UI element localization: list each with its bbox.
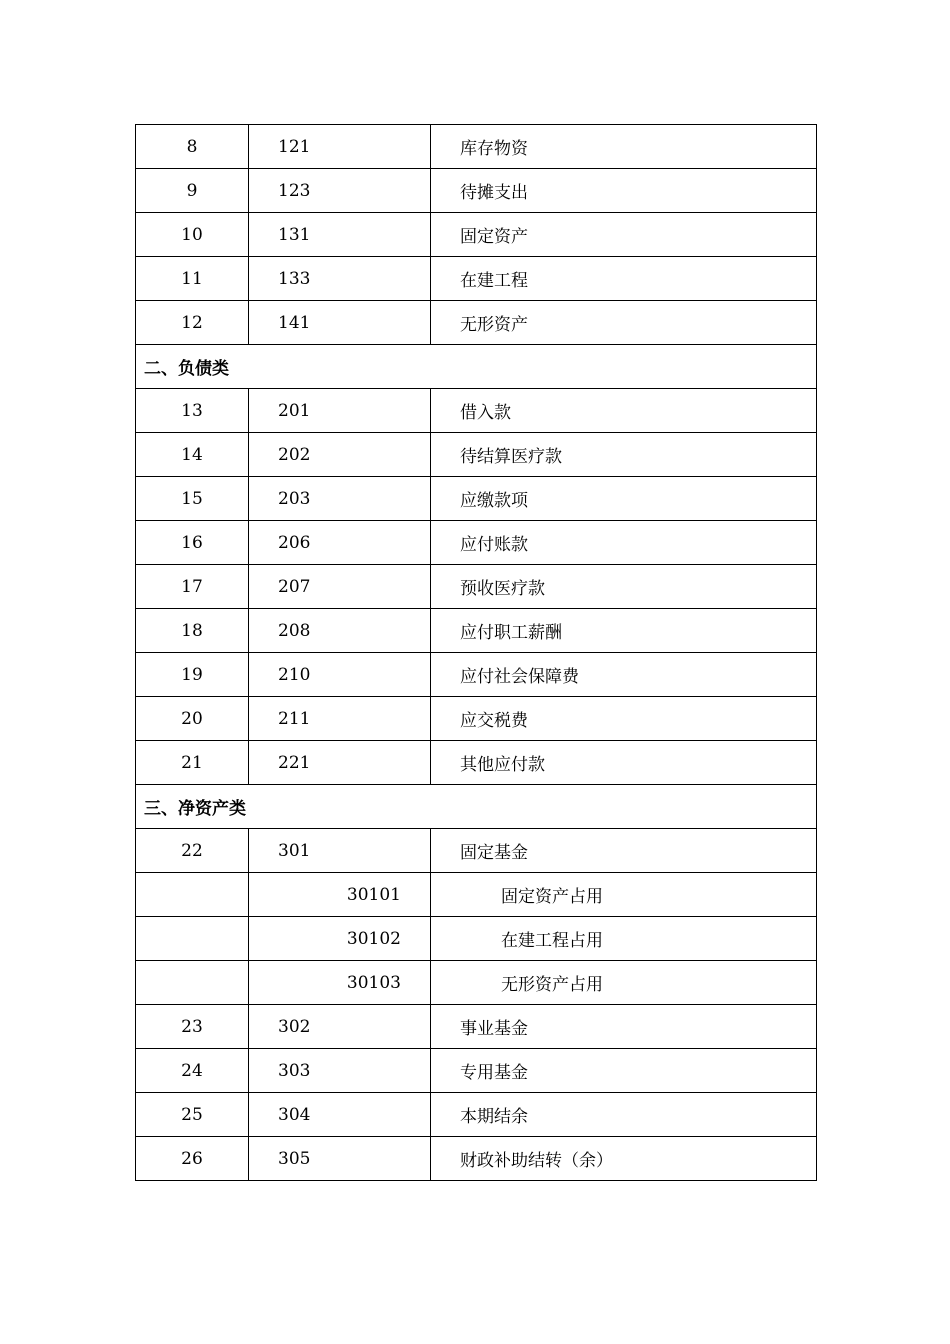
account-code: 207	[249, 565, 431, 609]
account-name: 应付账款	[431, 521, 817, 565]
account-name: 库存物资	[431, 125, 817, 169]
account-name: 固定资产占用	[431, 873, 817, 917]
account-code: 304	[249, 1093, 431, 1137]
account-name: 应缴款项	[431, 477, 817, 521]
account-code: 203	[249, 477, 431, 521]
account-code: 133	[249, 257, 431, 301]
account-row	[136, 169, 817, 213]
account-name: 事业基金	[431, 1005, 817, 1049]
account-number: 12	[136, 301, 249, 345]
section-header-row	[136, 345, 817, 389]
account-code: 206	[249, 521, 431, 565]
sub-account-row	[136, 961, 817, 1005]
account-code: 211	[249, 697, 431, 741]
account-number: 15	[136, 477, 249, 521]
section-title: 三、净资产类	[136, 785, 817, 829]
account-number: 11	[136, 257, 249, 301]
account-row	[136, 521, 817, 565]
account-code: 221	[249, 741, 431, 785]
account-number: 10	[136, 213, 249, 257]
account-name: 待结算医疗款	[431, 433, 817, 477]
account-code: 303	[249, 1049, 431, 1093]
account-row	[136, 477, 817, 521]
account-name: 无形资产	[431, 301, 817, 345]
account-code: 201	[249, 389, 431, 433]
account-number: 16	[136, 521, 249, 565]
account-row	[136, 697, 817, 741]
account-name: 固定基金	[431, 829, 817, 873]
accounts-table	[135, 124, 817, 1181]
account-code: 208	[249, 609, 431, 653]
account-name: 在建工程	[431, 257, 817, 301]
account-code: 30103	[249, 961, 431, 1005]
account-number: 26	[136, 1137, 249, 1181]
account-name: 专用基金	[431, 1049, 817, 1093]
account-name: 应交税费	[431, 697, 817, 741]
account-number: 13	[136, 389, 249, 433]
account-row	[136, 1049, 817, 1093]
account-name: 无形资产占用	[431, 961, 817, 1005]
account-name: 预收医疗款	[431, 565, 817, 609]
account-code: 30102	[249, 917, 431, 961]
account-number: 20	[136, 697, 249, 741]
account-name: 应付职工薪酬	[431, 609, 817, 653]
account-number	[136, 961, 249, 1005]
account-name: 本期结余	[431, 1093, 817, 1137]
account-number: 23	[136, 1005, 249, 1049]
account-code: 305	[249, 1137, 431, 1181]
account-number: 25	[136, 1093, 249, 1137]
account-row	[136, 565, 817, 609]
account-number: 18	[136, 609, 249, 653]
account-number	[136, 873, 249, 917]
account-row	[136, 1005, 817, 1049]
account-row	[136, 301, 817, 345]
account-code: 131	[249, 213, 431, 257]
sub-account-row	[136, 873, 817, 917]
account-number: 8	[136, 125, 249, 169]
account-row	[136, 1137, 817, 1181]
account-number: 22	[136, 829, 249, 873]
accounts-table-body	[136, 125, 817, 1181]
account-name: 财政补助结转（余）	[431, 1137, 817, 1181]
account-row	[136, 125, 817, 169]
account-name: 应付社会保障费	[431, 653, 817, 697]
account-row	[136, 653, 817, 697]
account-number: 24	[136, 1049, 249, 1093]
account-name: 在建工程占用	[431, 917, 817, 961]
account-name: 待摊支出	[431, 169, 817, 213]
account-code: 141	[249, 301, 431, 345]
account-code: 121	[249, 125, 431, 169]
account-name: 其他应付款	[431, 741, 817, 785]
account-code: 302	[249, 1005, 431, 1049]
account-row	[136, 1093, 817, 1137]
account-code: 301	[249, 829, 431, 873]
section-title: 二、负债类	[136, 345, 817, 389]
account-row	[136, 389, 817, 433]
account-name: 借入款	[431, 389, 817, 433]
account-row	[136, 433, 817, 477]
account-row	[136, 257, 817, 301]
account-number	[136, 917, 249, 961]
account-code: 202	[249, 433, 431, 477]
sub-account-row	[136, 917, 817, 961]
account-number: 17	[136, 565, 249, 609]
account-code: 30101	[249, 873, 431, 917]
account-row	[136, 829, 817, 873]
account-number: 14	[136, 433, 249, 477]
account-row	[136, 741, 817, 785]
account-number: 9	[136, 169, 249, 213]
account-number: 19	[136, 653, 249, 697]
account-number: 21	[136, 741, 249, 785]
account-code: 123	[249, 169, 431, 213]
account-code: 210	[249, 653, 431, 697]
section-header-row	[136, 785, 817, 829]
account-row	[136, 609, 817, 653]
account-row	[136, 213, 817, 257]
account-name: 固定资产	[431, 213, 817, 257]
